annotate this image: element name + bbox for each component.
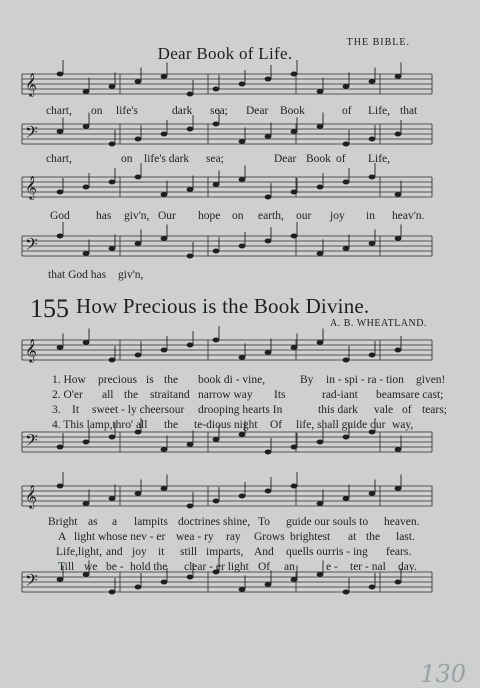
notehead bbox=[291, 72, 298, 77]
notehead bbox=[369, 137, 376, 142]
notehead bbox=[369, 175, 376, 180]
notehead bbox=[343, 84, 350, 89]
notehead bbox=[213, 249, 220, 254]
notehead bbox=[265, 450, 272, 455]
notehead bbox=[291, 445, 298, 450]
notehead bbox=[109, 590, 116, 595]
notehead bbox=[395, 74, 402, 79]
notehead bbox=[109, 435, 116, 440]
notehead bbox=[57, 577, 64, 582]
notehead bbox=[291, 129, 298, 134]
treble-clef-icon: 𝄞 bbox=[25, 338, 37, 362]
notehead bbox=[83, 89, 90, 94]
notehead bbox=[317, 124, 324, 129]
notehead bbox=[161, 132, 168, 137]
notehead bbox=[213, 122, 220, 127]
hymn-number: 155 bbox=[30, 294, 69, 323]
notehead bbox=[395, 447, 402, 452]
bass-clef-icon: 𝄢 bbox=[25, 430, 38, 454]
notehead bbox=[239, 587, 246, 592]
notehead bbox=[57, 445, 64, 450]
notehead bbox=[369, 353, 376, 358]
notehead bbox=[187, 254, 194, 259]
notehead bbox=[265, 350, 272, 355]
notehead bbox=[57, 190, 64, 195]
staff bbox=[22, 484, 432, 509]
notehead bbox=[135, 137, 142, 142]
notehead bbox=[317, 440, 324, 445]
hymn-title-dear-book-of-life: Dear Book of Life. bbox=[157, 44, 293, 63]
page-number: 130 bbox=[420, 660, 466, 688]
notehead bbox=[395, 132, 402, 137]
notehead bbox=[291, 484, 298, 489]
notehead bbox=[395, 580, 402, 585]
notehead bbox=[135, 241, 142, 246]
notehead bbox=[395, 486, 402, 491]
notehead bbox=[369, 491, 376, 496]
notehead bbox=[395, 348, 402, 353]
running-header: THE BIBLE. bbox=[346, 37, 410, 48]
notehead bbox=[369, 585, 376, 590]
notehead bbox=[291, 345, 298, 350]
notehead bbox=[239, 432, 246, 437]
notehead bbox=[317, 340, 324, 345]
notehead bbox=[187, 187, 194, 192]
notehead bbox=[187, 343, 194, 348]
notehead bbox=[83, 251, 90, 256]
notehead bbox=[161, 447, 168, 452]
hymn-author: A. B. WHEATLAND. bbox=[330, 318, 427, 329]
notehead bbox=[343, 246, 350, 251]
notehead bbox=[109, 180, 116, 185]
treble-clef-icon: 𝄞 bbox=[25, 72, 37, 96]
notehead bbox=[265, 134, 272, 139]
notehead bbox=[239, 82, 246, 87]
notehead bbox=[187, 504, 194, 509]
notehead bbox=[83, 124, 90, 129]
notehead bbox=[135, 585, 142, 590]
staff bbox=[22, 72, 432, 97]
notehead bbox=[239, 139, 246, 144]
notehead bbox=[57, 129, 64, 134]
notehead bbox=[57, 234, 64, 239]
notehead bbox=[317, 251, 324, 256]
notehead bbox=[317, 572, 324, 577]
notehead bbox=[187, 575, 194, 580]
notehead bbox=[213, 338, 220, 343]
notehead bbox=[135, 353, 142, 358]
notehead bbox=[161, 236, 168, 241]
notehead bbox=[213, 182, 220, 187]
notehead bbox=[291, 234, 298, 239]
notehead bbox=[239, 355, 246, 360]
notehead bbox=[187, 442, 194, 447]
notehead bbox=[343, 142, 350, 147]
notehead bbox=[291, 190, 298, 195]
notehead bbox=[161, 192, 168, 197]
notehead bbox=[343, 358, 350, 363]
notehead bbox=[395, 192, 402, 197]
notehead bbox=[109, 142, 116, 147]
notehead bbox=[161, 580, 168, 585]
notehead bbox=[317, 89, 324, 94]
bass-clef-icon: 𝄢 bbox=[25, 570, 38, 594]
notehead bbox=[265, 239, 272, 244]
notehead bbox=[187, 127, 194, 132]
bass-clef-icon: 𝄢 bbox=[25, 122, 38, 146]
notehead bbox=[109, 246, 116, 251]
notehead bbox=[317, 185, 324, 190]
notehead bbox=[161, 486, 168, 491]
notehead bbox=[343, 435, 350, 440]
notehead bbox=[83, 340, 90, 345]
notehead bbox=[213, 87, 220, 92]
hymn-title-how-precious: How Precious is the Book Divine. bbox=[76, 294, 370, 318]
notehead bbox=[239, 494, 246, 499]
notehead bbox=[135, 491, 142, 496]
notehead bbox=[291, 577, 298, 582]
notehead bbox=[161, 74, 168, 79]
notehead bbox=[265, 195, 272, 200]
notehead bbox=[135, 79, 142, 84]
notehead bbox=[317, 501, 324, 506]
notehead bbox=[161, 348, 168, 353]
notehead bbox=[265, 582, 272, 587]
notehead bbox=[135, 175, 142, 180]
notehead bbox=[265, 489, 272, 494]
notehead bbox=[83, 185, 90, 190]
notehead bbox=[343, 180, 350, 185]
notehead bbox=[57, 345, 64, 350]
notehead bbox=[213, 437, 220, 442]
notehead bbox=[239, 177, 246, 182]
notehead bbox=[395, 236, 402, 241]
notehead bbox=[57, 72, 64, 77]
notehead bbox=[109, 358, 116, 363]
treble-clef-icon: 𝄞 bbox=[25, 484, 37, 508]
treble-clef-icon: 𝄞 bbox=[25, 175, 37, 199]
notehead bbox=[109, 496, 116, 501]
bass-clef-icon: 𝄢 bbox=[25, 234, 38, 258]
notehead bbox=[265, 77, 272, 82]
notehead bbox=[213, 499, 220, 504]
notehead bbox=[369, 79, 376, 84]
notehead bbox=[343, 496, 350, 501]
notehead bbox=[57, 484, 64, 489]
notehead bbox=[83, 440, 90, 445]
notehead bbox=[83, 501, 90, 506]
notehead bbox=[343, 590, 350, 595]
notehead bbox=[109, 84, 116, 89]
notehead bbox=[239, 244, 246, 249]
notehead bbox=[187, 92, 194, 97]
notehead bbox=[369, 241, 376, 246]
